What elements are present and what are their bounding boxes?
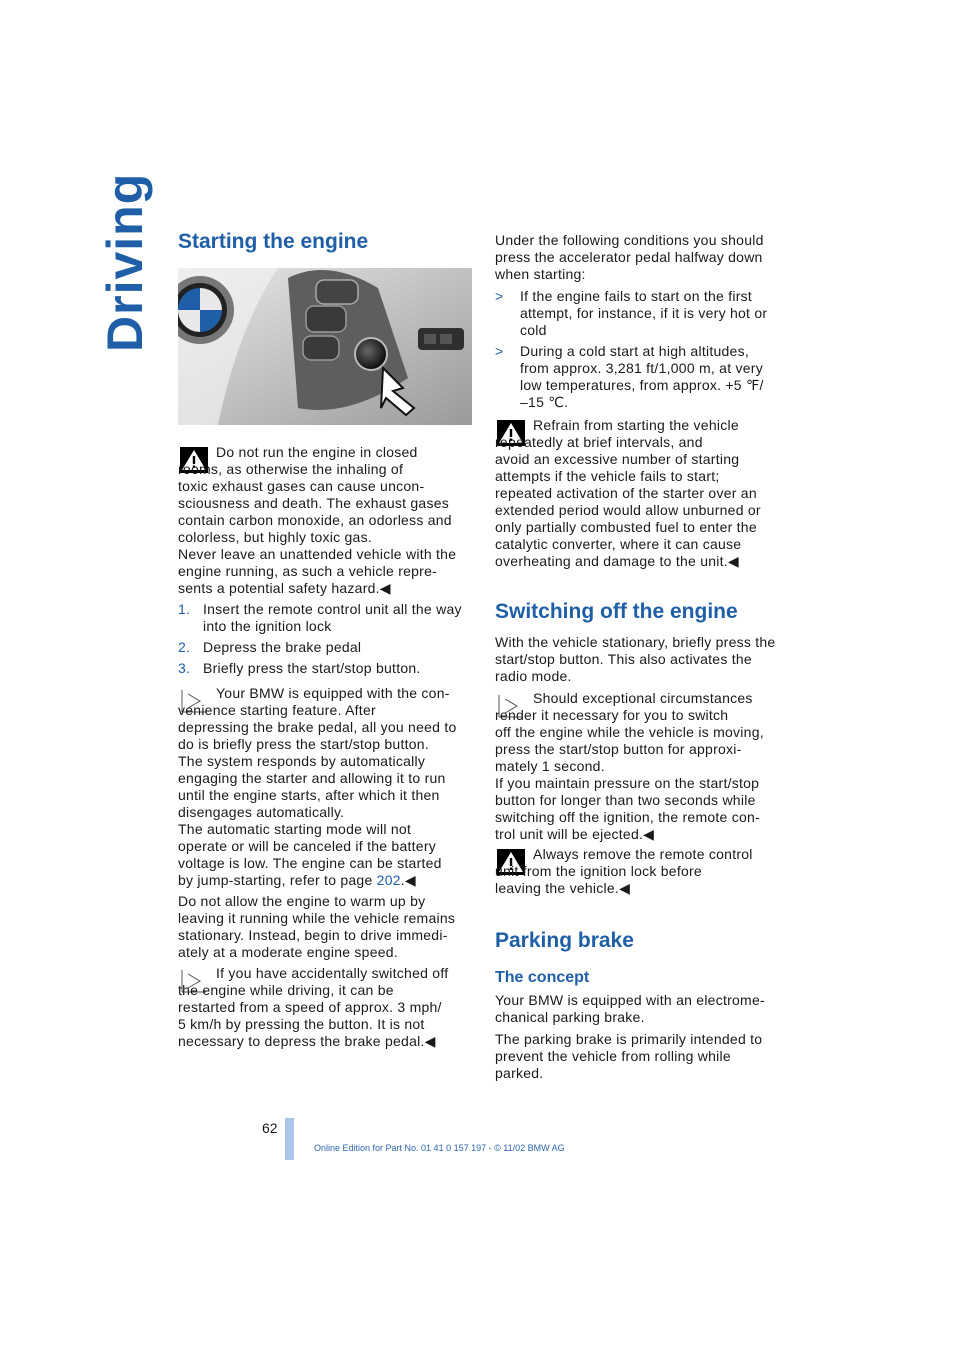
warning-repeated-starting: Refrain from starting the vehicle repeatedly at brief intervals, and avoid an excessive number of starting attempts if the vehicle fails to start; repeated activation of the starter over an extended period would allow unburned or only partially combusted fuel to enter the catalytic converter, where it can cause overheating and damage to the unit.◀ — [495, 417, 761, 569]
warning-closed-rooms: Do not run the engine in closed rooms, as otherwise the inhaling of toxic exhaust gases can cause uncon- sciousness and death. The exhaust gases contain carbon monoxide, an odorless and colorless, but highly toxic gas. Never leave an unattended vehicle with the engine running, as such a vehicle repre- sents a potential safety hazard.◀ — [178, 444, 457, 596]
heading-parking-brake: Parking brake — [495, 929, 634, 952]
paragraph-switching-off: With the vehicle stationary, briefly press the start/stop button. This also activates the radio mode. — [495, 634, 776, 684]
heading-starting-engine: Starting the engine — [178, 230, 369, 253]
note-exceptional-circumstances: Should exceptional circumstances render it necessary for you to switch off the engine while the vehicle is moving, press the start/stop button for approxi- mately 1 second. If you maintain pressure on the start/stop button for longer than two seconds while switching off the ignition, the remote con- trol unit will be ejected.◀ — [495, 690, 764, 842]
section-side-title: Driving — [97, 172, 153, 352]
starting-steps-list — [178, 601, 472, 681]
footer-edition-note: Online Edition for Part No. 01 41 0 157 197 - © 11/02 BMW AG — [314, 1143, 565, 1153]
subheading-the-concept: The concept — [495, 969, 590, 986]
list-item: 1. Insert the remote control unit all the way into the ignition lock — [178, 601, 462, 634]
note-accidental-switch-off: If you have accidentally switched off the engine while driving, it can be restarted from a speed of approx. 3 mph/ 5 km/h by pressing the button. It is not necessary to depress the brake pedal.◀ — [178, 965, 449, 1049]
paragraph-parking-brake-purpose: The parking brake is primarily intended to prevent the vehicle from rolling while parked. — [495, 1031, 763, 1081]
warning-remove-remote: Always remove the remote control unit from the ignition lock before leaving the vehicle.◀ — [495, 846, 753, 896]
paragraph-warm-up: Do not allow the engine to warm up by leaving it running while the vehicle remains stationary. Instead, begin to drive immedi- ately at a moderate engine speed. — [178, 893, 456, 960]
list-item: > If the engine fails to start on the first attempt, for instance, if it is very hot or cold — [495, 288, 768, 338]
list-item: > During a cold start at high altitudes, from approx. 3,281 ft/1,000 m, at very low temperatures, from approx. +5 ℉/ –15 ℃. — [495, 343, 764, 410]
page-number: 62 — [262, 1120, 278, 1136]
page-202-link[interactable]: 202 — [376, 872, 401, 888]
paragraph-conditions-intro: Under the following conditions you should press the accelerator pedal halfway down when starting: — [495, 232, 764, 282]
paragraph-electromechanical: Your BMW is equipped with an electrome- chanical parking brake. — [495, 992, 765, 1025]
heading-switching-off: Switching off the engine — [495, 600, 738, 623]
footer-accent-bar — [285, 1118, 294, 1160]
list-item: 3. Briefly press the start/stop button. — [178, 660, 421, 676]
ignition-button-photo — [178, 268, 472, 425]
note-convenience-starting: Your BMW is equipped with the con- venience starting feature. After depressing the brake pedal, all you need to do is briefly press the start/stop button. The system responds by automatically engaging the starter and allowing it to run until the engine starts, after which it then disengages automatically. The automatic starting mode will not operate or will be canceled if the battery voltage is low. The engine can be started by jump-starting, refer to page 202.◀ — [178, 685, 457, 888]
conditions-list — [495, 288, 795, 415]
list-item: 2. Depress the brake pedal — [178, 639, 362, 655]
